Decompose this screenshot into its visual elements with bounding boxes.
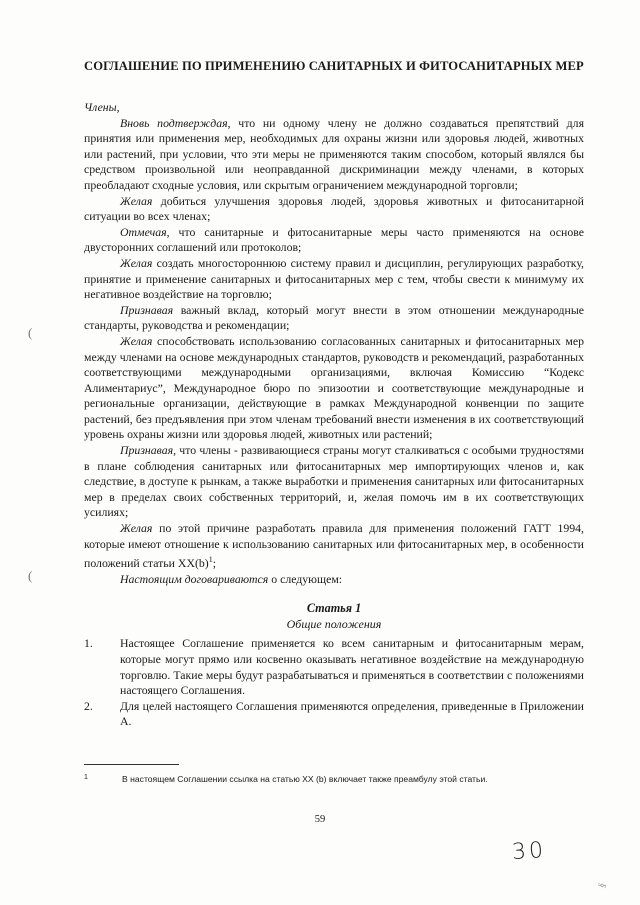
preamble-paragraph xyxy=(84,194,584,225)
preamble-paragraph xyxy=(84,303,584,334)
footnote-reference: 1 xyxy=(208,555,213,565)
scan-mark-icon: § xyxy=(596,881,609,890)
preamble-lead: Вновь подтверждая xyxy=(120,115,228,130)
margin-bracket-icon: ( xyxy=(28,568,33,583)
preamble-lead: Желая xyxy=(120,193,153,208)
article-item-number: 2. xyxy=(84,698,93,713)
preamble-lead: Отмечая xyxy=(120,224,167,239)
preamble-lead: Признавая xyxy=(120,443,174,458)
article-item-number: 1. xyxy=(84,636,93,651)
preamble-paragraph xyxy=(84,225,584,256)
preamble-text: добиться улучшения здоровья людей, здоровья животных и фитосанитарной ситуации во всех членах; xyxy=(84,193,584,224)
preamble-text: , что санитарные и фитосанитарные меры часто применяются на основе двусторонних соглашений или протоколов; xyxy=(84,224,584,255)
page-number: 59 xyxy=(314,814,326,825)
footnote-divider xyxy=(84,764,179,765)
preamble-text: по этой причине разработать правила для применения положений ГАТТ 1994, которые имеют отношение к использованию санитарных или фитосанитарных мер, в особенности положений статьи XX(b) xyxy=(84,521,584,571)
preamble-lead: Желая xyxy=(120,255,153,270)
members-label: Члены, xyxy=(84,100,120,114)
preamble-lead: Признавая xyxy=(120,302,174,317)
agreement-lead: Настоящим договариваются xyxy=(120,571,269,586)
preamble-paragraph xyxy=(84,334,584,443)
footnote-text: В настоящем Соглашении ссылка на статью XX (b) включает также преамбулу этой статьи. xyxy=(122,774,488,784)
handwritten-page-number: 30 xyxy=(511,837,547,866)
margin-bracket-icon: ( xyxy=(28,325,33,340)
article-item-text: Настоящее Соглашение применяется ко всем санитарным и фитосанитарным мерам, которые могут прямо или косвенно оказывать негативное воздействие на международную торговлю. Такие меры будут разрабатываться и применяться в соответствии с положениями настоящего Соглашения. xyxy=(120,636,584,698)
preamble-lead: Желая xyxy=(120,333,153,348)
article-item-text: Для целей настоящего Соглашения применяются определения, приведенные в Приложении А. xyxy=(120,698,584,729)
article-title: Статья 1 xyxy=(306,601,362,616)
preamble-text: , что члены - развивающиеся страны могут сталкиваться с особыми трудностями в плане соблюдения санитарных или фитосанитарных мер импортирующих членов и, как следствие, в доступе к рынкам, а также выработки и применения санитарных или фитосанитарных мер в пределах своих собственных территорий, и, желая помочь им в их соответствующих усилиях; xyxy=(84,443,584,520)
article-item xyxy=(84,699,584,730)
article-subtitle: Общие положения xyxy=(286,617,382,632)
document-body xyxy=(84,58,584,730)
preamble-paragraph-with-footnote xyxy=(84,521,584,572)
agreement-text: о следующем: xyxy=(268,571,343,586)
preamble-paragraph xyxy=(84,116,584,194)
agreement-clause xyxy=(84,572,584,588)
preamble-text: создать многостороннюю систему правил и дисциплин, регулирующих разработку, принятие и применение санитарных и фитосанитарных мер с тем, чтобы свести к минимуму их негативное воздействие на торговлю; xyxy=(84,255,584,302)
preamble-paragraph xyxy=(84,443,584,521)
preamble-lead: Желая xyxy=(120,521,153,536)
document-title: СОГЛАШЕНИЕ ПО ПРИМЕНЕНИЮ САНИТАРНЫХ И ФИТОСАНИТАРНЫХ МЕР xyxy=(84,59,584,73)
preamble-text: способствовать использованию согласованных санитарных и фитосанитарных мер между членами на основе международных стандартов, руководств и рекомендаций, разработанных соответствующими международными организациями, включая Комиссию “Кодекс Алиментариус”, Международное бюро по эпизоотии и соответствующие международные и региональные организации, действующие в рамках Международной конвенции по защите растений, без предъявления при этом членам требований внести изменения в их соответствующий уровень охраны жизни или здоровья людей, животных или растений; xyxy=(84,333,584,442)
article-item xyxy=(84,636,584,698)
preamble-end: ; xyxy=(212,556,217,571)
preamble-paragraph xyxy=(84,256,584,303)
footnote-mark: 1 xyxy=(84,774,88,781)
preamble-text: , что ни одному члену не должно создаваться препятствий для принятия или применения мер, необходимых для охраны жизни или здоровья людей, животных или растений, при условии, что эти меры не применяются таким способом, который являлся бы средством произвольной или неоправданной дискриминации между членами, в которых преобладают сходные условия, или скрытым ограничением международной торговли; xyxy=(84,115,584,192)
preamble-text: важный вклад, который могут внести в этом отношении международные стандарты, руководства и рекомендации; xyxy=(84,302,584,333)
